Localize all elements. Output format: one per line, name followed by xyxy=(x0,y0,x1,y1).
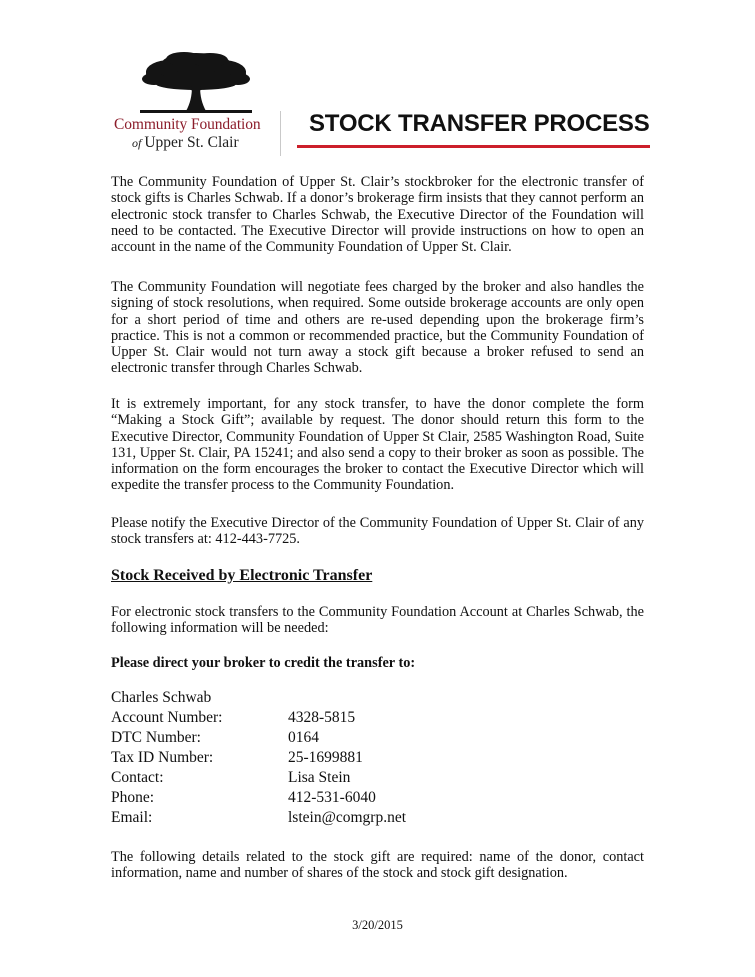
account-row xyxy=(111,788,531,808)
paragraph-broker: The Community Foundation of Upper St. Clair’s stockbroker for the electronic transfer of stock gifts is Charles Schwab. If a donor’s brokerage firm insists that they cannot perform an electronic stock transfer to Charles Schwab, the Executive Director of the Foundation will need to be contacted. The Executive Director will provide instructions on how to open an account in the name of the Community Foundation of Upper St. Clair. xyxy=(111,174,644,256)
section-intro: For electronic stock transfers to the Community Foundation Account at Charles Schwab, the following information will be needed: xyxy=(111,604,644,637)
account-value: 4328-5815 xyxy=(288,709,356,726)
account-value: Lisa Stein xyxy=(288,769,351,786)
logo-line-1: Community Foundation xyxy=(114,116,261,133)
account-name-row xyxy=(111,688,531,708)
account-label: Phone: xyxy=(111,789,155,806)
account-label: Account Number: xyxy=(111,709,223,726)
paragraph-notify: Please notify the Executive Director of the Community Foundation of Upper St. Clair of any stock transfers at: 412-443-7725. xyxy=(111,515,644,548)
account-value: 25-1699881 xyxy=(288,749,363,766)
logo-of: of xyxy=(132,136,142,150)
account-row xyxy=(111,768,531,788)
logo xyxy=(112,52,280,152)
account-details xyxy=(111,688,531,828)
account-value: 412-531-6040 xyxy=(288,789,376,806)
logo-divider xyxy=(280,111,281,156)
account-value: lstein@comgrp.net xyxy=(288,809,407,826)
logo-line-2 xyxy=(132,134,282,152)
account-label: Contact: xyxy=(111,769,164,786)
account-label: Tax ID Number: xyxy=(111,749,214,766)
account-label: Email: xyxy=(111,809,153,826)
account-label: DTC Number: xyxy=(111,729,201,746)
tree-icon xyxy=(140,52,252,114)
footer-date: 3/20/2015 xyxy=(352,918,403,932)
paragraph-fees: The Community Foundation will negotiate fees charged by the broker and also handles the signing of stock resolutions, when required. Some outside brokerage accounts are only open for a short period of time and others are re-used depending upon the brokerage firm’s practice. This is not a common or recommended practice, but the Community Foundation of Upper St. Clair would not turn away a stock gift because a broker refused to send an electronic transfer through Charles Schwab. xyxy=(111,279,644,377)
account-row xyxy=(111,728,531,748)
account-name: Charles Schwab xyxy=(111,689,212,706)
direct-broker-heading: Please direct your broker to credit the transfer to: xyxy=(111,655,416,671)
title-underline xyxy=(297,145,650,148)
account-row xyxy=(111,808,531,828)
account-value: 0164 xyxy=(288,729,319,746)
section-heading: Stock Received by Electronic Transfer xyxy=(111,567,373,584)
closing-paragraph: The following details related to the stock gift are required: name of the donor, contact information, name and number of shares of the stock and stock gift designation. xyxy=(111,849,644,882)
account-row xyxy=(111,708,531,728)
logo-line-2-text: Upper St. Clair xyxy=(144,134,239,151)
account-row xyxy=(111,748,531,768)
paragraph-form: It is extremely important, for any stock transfer, to have the donor complete the form “Making a Stock Gift”; available by request. The donor should return this form to the Executive Director, Community Foundation of Upper St Clair, 2585 Washington Road, Suite 131, Upper St. Clair, PA 15241; and also send a copy to their broker as soon as possible. The information on the form encourages the broker to contact the Executive Director which will expedite the transfer process to the Community Foundation. xyxy=(111,396,644,494)
page-title: STOCK TRANSFER PROCESS xyxy=(309,110,650,137)
